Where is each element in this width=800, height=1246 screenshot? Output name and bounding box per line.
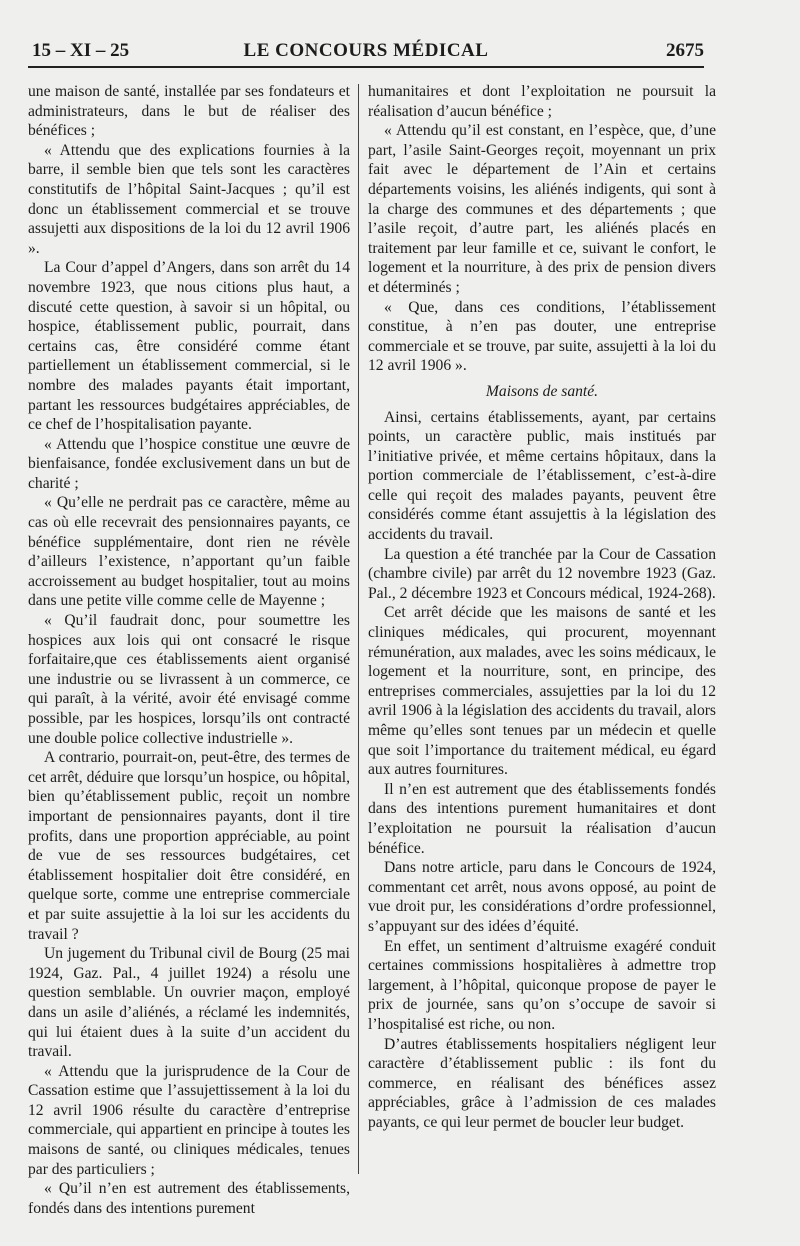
- paragraph: « Attendu qu’il est constant, en l’espèce, que, d’une part, l’asile Saint-Georges reçoit, moyennant un prix fait avec le département de l’Ain et certains départements voisins, les aliénés indigents, qui sont à la charge des communes et des départements ; que l’asile reçoit, d’autre part, les aliénés placés en traitement par leur famille et ce, suivant le confort, le logement et la nourriture, à des prix de pension divers et déterminés ;: [368, 122, 716, 296]
- paragraph: « Qu’il n’en est autrement des établissements, fondés dans des intentions purement: [28, 1180, 350, 1217]
- paragraph: En effet, un sentiment d’altruisme exagéré conduit certaines commissions hospitalières à admettre trop largement, à l’hôpital, quiconque propose de payer le prix de journée, sans qu’on s’occupe de savoir si l’hospitalisé est riche, ou non.: [368, 937, 716, 1033]
- paragraph: A contrario, pourrait-on, peut-être, des termes de cet arrêt, déduire que lorsqu’un hospice, ou hôpital, bien qu’établissement public, reçoit un nombre important de pensionnaires payants, dont il tire profits, dans une proportion appréciable, au point de vue de ses ressources budgétaires, cet établissement hospitalier doit être considéré, en quelque sorte, comme une entreprise commerciale et par suite assujettie à la loi sur les accidents du travail ?: [28, 749, 350, 943]
- paragraph: La question a été tranchée par la Cour de Cassation (chambre civile) par arrêt du 12 novembre 1923 (Gaz. Pal., 2 décembre 1923 et Concours médical, 1924-268).: [368, 545, 716, 602]
- paragraph: « Attendu que des explications fournies à la barre, il semble bien que tels sont les caractères constitutifs de l’hôpital Saint-Jacques ; qu’il est donc un établissement commercial et se trouve assujetti aux dispositions de la loi du 12 avril 1906 ».: [28, 141, 350, 257]
- right-column: [368, 82, 716, 1132]
- paragraph: D’autres établissements hospitaliers négligent leur caractère d’établissement public : ils font du commerce, en réalisant des bénéfices assez appréciables, grâce à l’admission de ces malades payants, ce qui leur permet de boucler leur budget.: [368, 1035, 716, 1131]
- section-heading: Maisons de santé.: [485, 382, 599, 400]
- paragraph: Dans notre article, paru dans le Concours de 1924, commentant cet arrêt, nous avons opposé, au point de vue droit pur, les considérations d’ordre professionnel, s’appuyant sur des idées d’équité.: [368, 859, 716, 935]
- page-number: 2675: [666, 40, 704, 61]
- left-column: [28, 82, 350, 1218]
- paragraph: « Attendu que l’hospice constitue une œuvre de bienfaisance, fondée exclusivement dans un but de charité ;: [28, 435, 350, 492]
- paragraph: Il n’en est autrement que des établissements fondés dans des intentions purement humanitaires et dont l’exploitation ne poursuit la réalisation d’aucun bénéfice.: [368, 780, 716, 857]
- paragraph: « Attendu que la jurisprudence de la Cour de Cassation estime que l’assujettissement à la loi du 12 avril 1906 résulte du caractère d’entreprise commerciale, qui appartient en principe à toutes les maisons de santé, ou cliniques médicales, tenues par des particuliers ;: [28, 1062, 350, 1178]
- paragraph: « Que, dans ces conditions, l’établissement constitue, à n’en pas douter, une entreprise commerciale et se trouve, par suite, assujetti à la loi du 12 avril 1906 ».: [368, 298, 716, 375]
- paragraph: « Qu’il faudrait donc, pour soumettre les hospices aux lois qui ont consacré le risque forfaitaire,que ces établissements aient organisé une industrie ou se livrassent à un commerce, ce qui paraît, à la vérité, avoir été envisagé comme possible, par les hospices, lorsqu’ils ont contracté une double police collective industrielle ».: [28, 612, 350, 747]
- paragraph: Ainsi, certains établissements, ayant, par certains points, un caractère public, mais institués par l’initiative privée, et même certains hôpitaux, dans la portion commerciale de l’établissement, c’est-à-dire celle qui reçoit des malades payants, peuvent être considérés comme étant assujettis à la législation des accidents du travail.: [368, 408, 716, 544]
- column-divider: [358, 84, 359, 1174]
- paragraph: La Cour d’appel d’Angers, dans son arrêt du 14 novembre 1923, que nous citions plus haut, a discuté cette question, à savoir si un hôpital, ou hospice, établissement public, pourrait, dans certains cas, être considéré comme étant partiellement un établissement commercial, si le nombre des malades payants était important, partant les ressources budgétaires appréciables, de ce chef de l’hospitalisation payante.: [28, 259, 350, 434]
- paragraph: Un jugement du Tribunal civil de Bourg (25 mai 1924, Gaz. Pal., 4 juillet 1924) a résolu une question semblable. Un ouvrier maçon, employé dans un asile d’aliénés, a réclamé les indemnités, qui lui étaient dues à la suite d’un accident du travail.: [28, 945, 350, 1061]
- paragraph: « Qu’elle ne perdrait pas ce caractère, même au cas où elle recevrait des pensionnaires payants, ce bénéfice supplémentaire, dont rien ne révèle d’ailleurs l’existence, n’apportant qu’un faible accroissement au budget hospitalier, tout au moins dans une petite ville comme celle de Mayenne ;: [28, 494, 350, 610]
- paragraph: Cet arrêt décide que les maisons de santé et les cliniques médicales, qui procurent, moyennant rémunération, aux malades, avec les soins médicaux, le logement et la nourriture, sont, en principe, des entreprises commerciales, assujetties par la loi du 12 avril 1906 à la législation des accidents du travail, alors même qu’elles sont tenues par un médecin et quelle que soit l’importance du traitement médical, eu égard aux autres fournitures.: [368, 604, 716, 779]
- header-date: 15 – XI – 25: [32, 40, 130, 61]
- running-header: [28, 38, 704, 68]
- journal-title: LE CONCOURS MÉDICAL: [243, 40, 489, 61]
- paragraph: une maison de santé, installée par ses fondateurs et administrateurs, dans le but de réaliser des bénéfices ;: [28, 83, 350, 140]
- paragraph: humanitaires et dont l’exploitation ne poursuit la réalisation d’aucun bénéfice ;: [368, 83, 716, 120]
